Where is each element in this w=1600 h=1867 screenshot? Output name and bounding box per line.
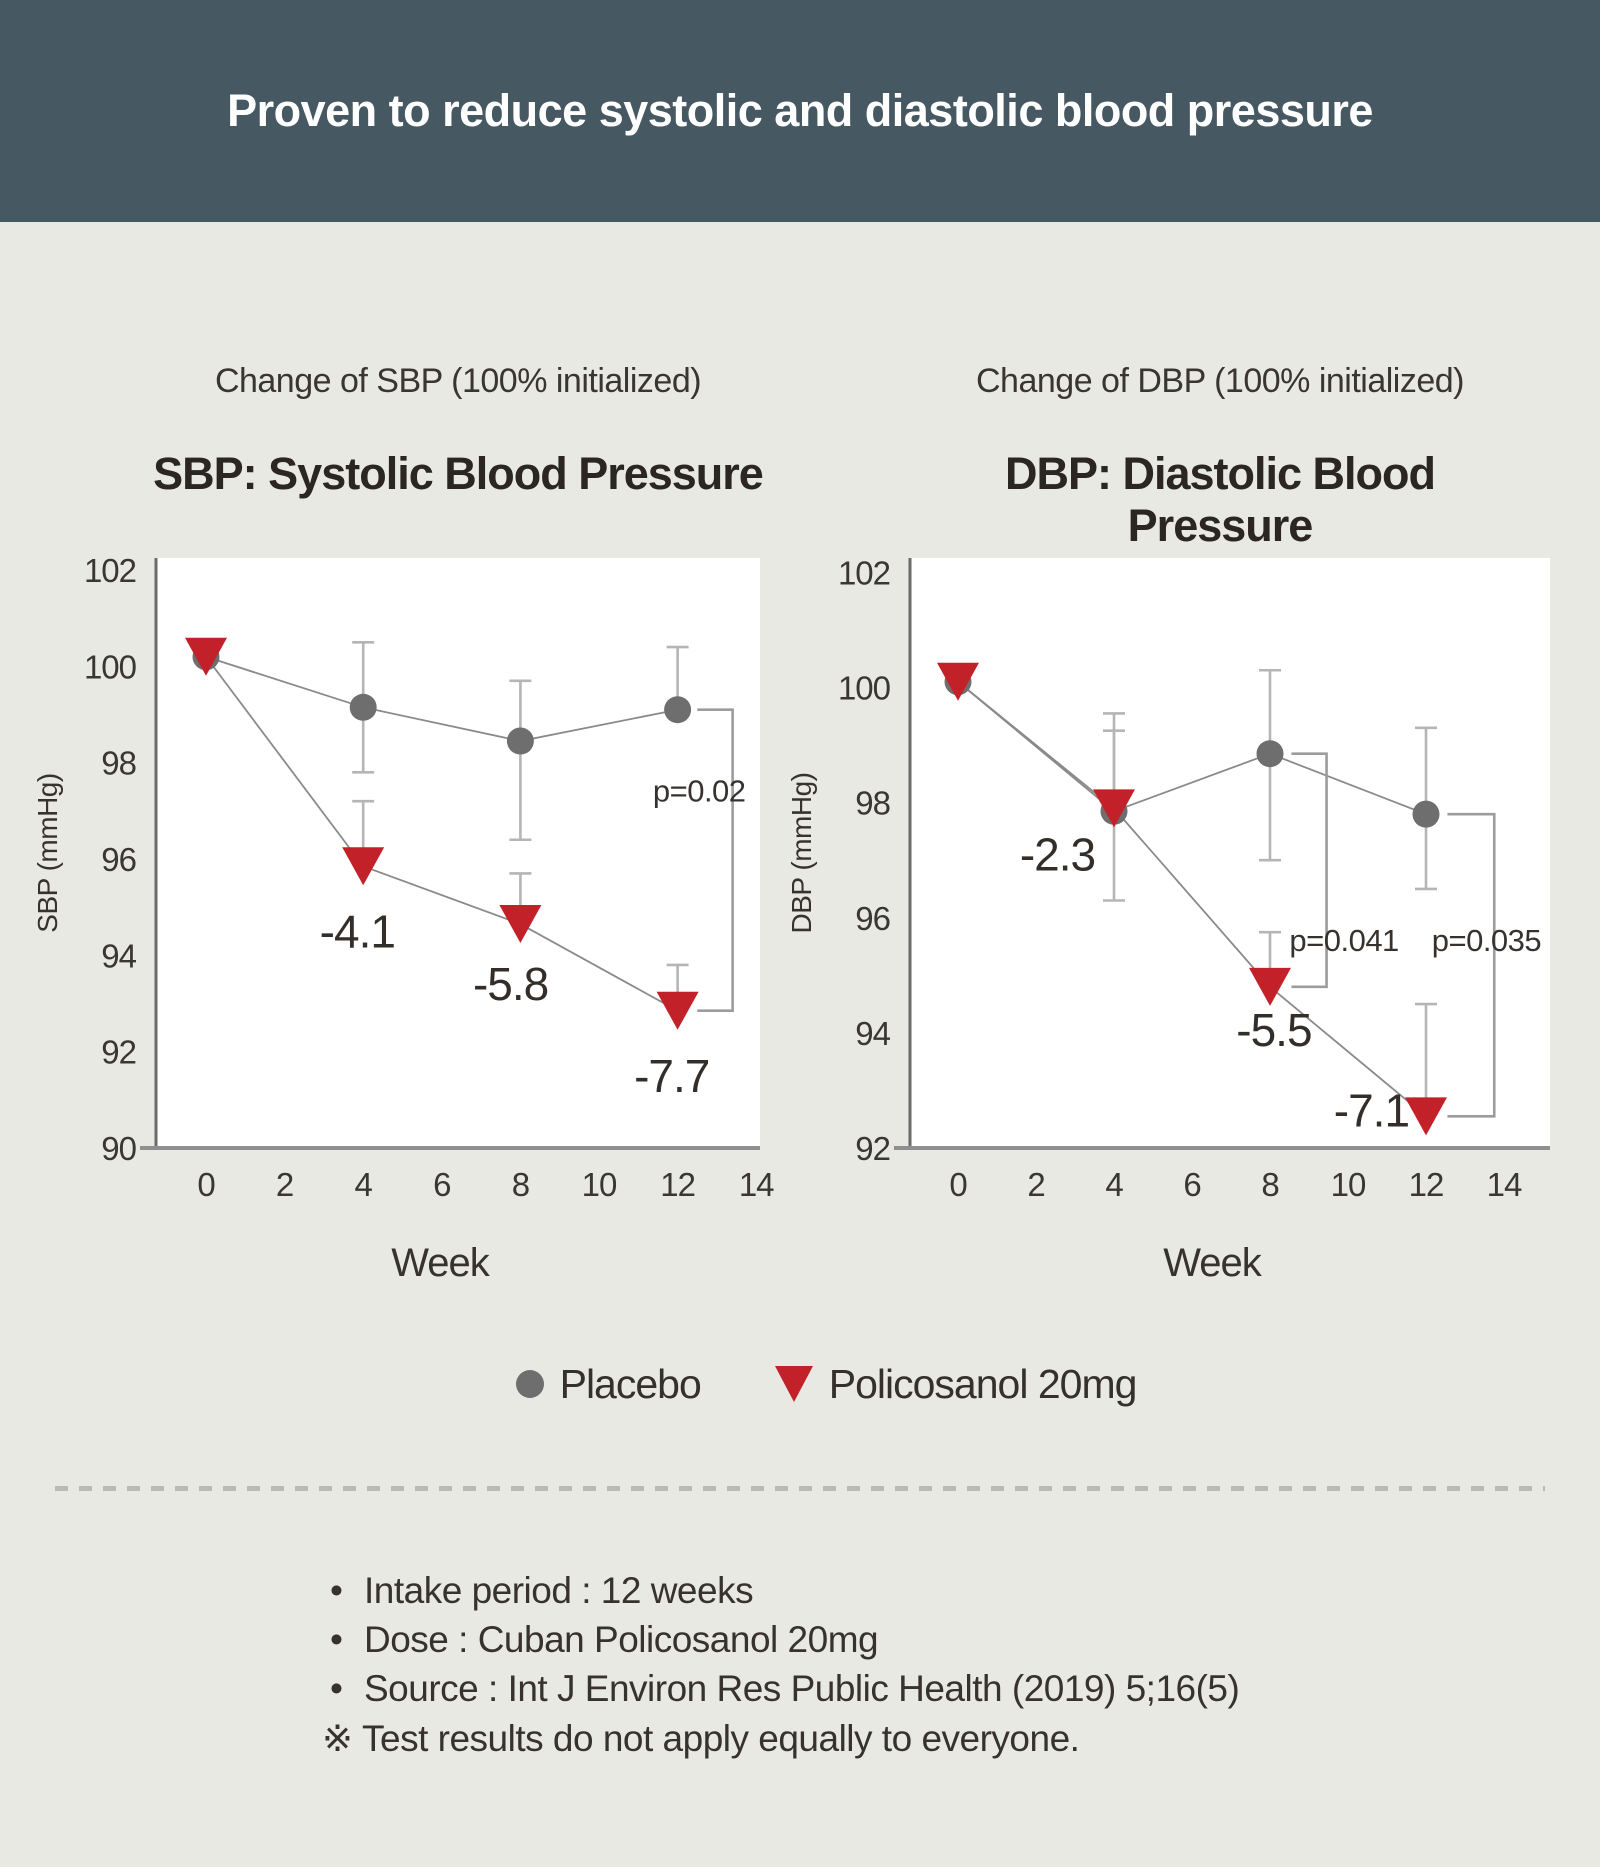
sbp-chart <box>32 552 774 1285</box>
y-tick-label: 98 <box>855 784 890 822</box>
placebo-point <box>1257 740 1284 767</box>
x-tick-label: 6 <box>1183 1166 1201 1203</box>
note-source <box>330 1668 1430 1717</box>
x-axis-title: Week <box>391 1241 489 1285</box>
change-value-label: -2.3 <box>1019 828 1096 881</box>
placebo-point <box>1413 801 1440 828</box>
note-disclaimer <box>322 1717 1430 1766</box>
bullet-icon: • <box>330 1619 343 1660</box>
x-tick-label: 14 <box>738 1166 774 1203</box>
note-text: Source : Int J Environ Res Public Health (2019) 5;16(5) <box>364 1668 1240 1709</box>
placebo-point <box>664 696 691 723</box>
bullet-icon: • <box>330 1668 343 1709</box>
policosanol-triangle-icon <box>775 1366 813 1402</box>
x-tick-label: 10 <box>1330 1166 1366 1203</box>
x-tick-label: 4 <box>1105 1166 1123 1203</box>
x-tick-label: 0 <box>949 1166 967 1203</box>
note-text: Test results do not apply equally to everyone. <box>362 1718 1080 1759</box>
chart-legend <box>26 1352 1600 1416</box>
change-value-label: -7.7 <box>634 1049 710 1102</box>
x-tick-label: 12 <box>1408 1166 1444 1203</box>
legend-label-policosanol: Policosanol 20mg <box>828 1360 1137 1407</box>
y-tick-label: 94 <box>855 1014 890 1052</box>
change-value-label: -4.1 <box>319 905 395 958</box>
notes-list <box>322 1570 1430 1766</box>
y-tick-label: 92 <box>855 1130 890 1167</box>
y-tick-label: 102 <box>837 554 890 592</box>
p-value-label: p=0.035 <box>1431 922 1542 958</box>
dbp-chart-title: DBP: Diastolic Blood Pressure <box>1004 448 1436 551</box>
legend-label-placebo: Placebo <box>559 1360 701 1407</box>
legend-item-policosanol <box>775 1361 1137 1408</box>
y-tick-label: 100 <box>837 669 890 707</box>
x-tick-label: 8 <box>511 1166 530 1203</box>
x-tick-label: 12 <box>660 1166 695 1203</box>
x-axis-title: Week <box>1163 1241 1261 1285</box>
dashed-divider <box>55 1486 1545 1491</box>
y-tick-label: 98 <box>101 744 136 782</box>
reference-mark-icon: ※ <box>322 1718 353 1759</box>
placebo-circle-icon <box>516 1370 544 1398</box>
x-tick-label: 2 <box>275 1166 294 1203</box>
note-text: Intake period : 12 weeks <box>364 1570 754 1611</box>
y-tick-label: 92 <box>101 1033 136 1071</box>
change-value-label: -5.5 <box>1236 1004 1312 1056</box>
change-value-label: -5.8 <box>472 958 549 1011</box>
y-tick-label: 96 <box>101 841 136 879</box>
legend-item-placebo <box>516 1361 701 1408</box>
p-value-label: p=0.041 <box>1289 922 1399 958</box>
sbp-chart-subtitle: Change of SBP (100% initialized) <box>214 362 702 400</box>
y-axis-title: SBP (mmHg) <box>32 773 63 933</box>
note-intake-period <box>330 1570 1430 1619</box>
note-text: Dose : Cuban Policosanol 20mg <box>364 1619 879 1660</box>
dbp-chart <box>786 554 1550 1285</box>
placebo-point <box>350 694 377 721</box>
x-tick-label: 10 <box>581 1166 617 1203</box>
y-tick-label: 96 <box>855 899 890 937</box>
sbp-chart-title: SBP: Systolic Blood Pressure <box>153 448 763 499</box>
x-tick-label: 2 <box>1027 1166 1045 1203</box>
p-value-label: p=0.02 <box>652 773 746 809</box>
x-tick-label: 6 <box>433 1166 451 1203</box>
y-axis-title: DBP (mmHg) <box>786 772 817 934</box>
page-title: Proven to reduce systolic and diastolic blood pressure <box>227 85 1373 136</box>
y-tick-label: 100 <box>83 648 136 686</box>
y-tick-label: 90 <box>101 1130 136 1167</box>
y-tick-label: 102 <box>83 552 136 590</box>
note-dose <box>330 1619 1430 1668</box>
dbp-chart-subtitle: Change of DBP (100% initialized) <box>976 362 1464 400</box>
x-tick-label: 8 <box>1261 1166 1279 1203</box>
x-tick-label: 0 <box>197 1166 215 1203</box>
placebo-point <box>507 728 534 755</box>
change-value-label: -7.1 <box>1333 1084 1410 1137</box>
y-tick-label: 94 <box>101 937 136 975</box>
x-tick-label: 4 <box>354 1166 372 1203</box>
x-tick-label: 14 <box>1486 1166 1522 1203</box>
plot-area <box>910 558 1550 1148</box>
bullet-icon: • <box>330 1570 343 1611</box>
